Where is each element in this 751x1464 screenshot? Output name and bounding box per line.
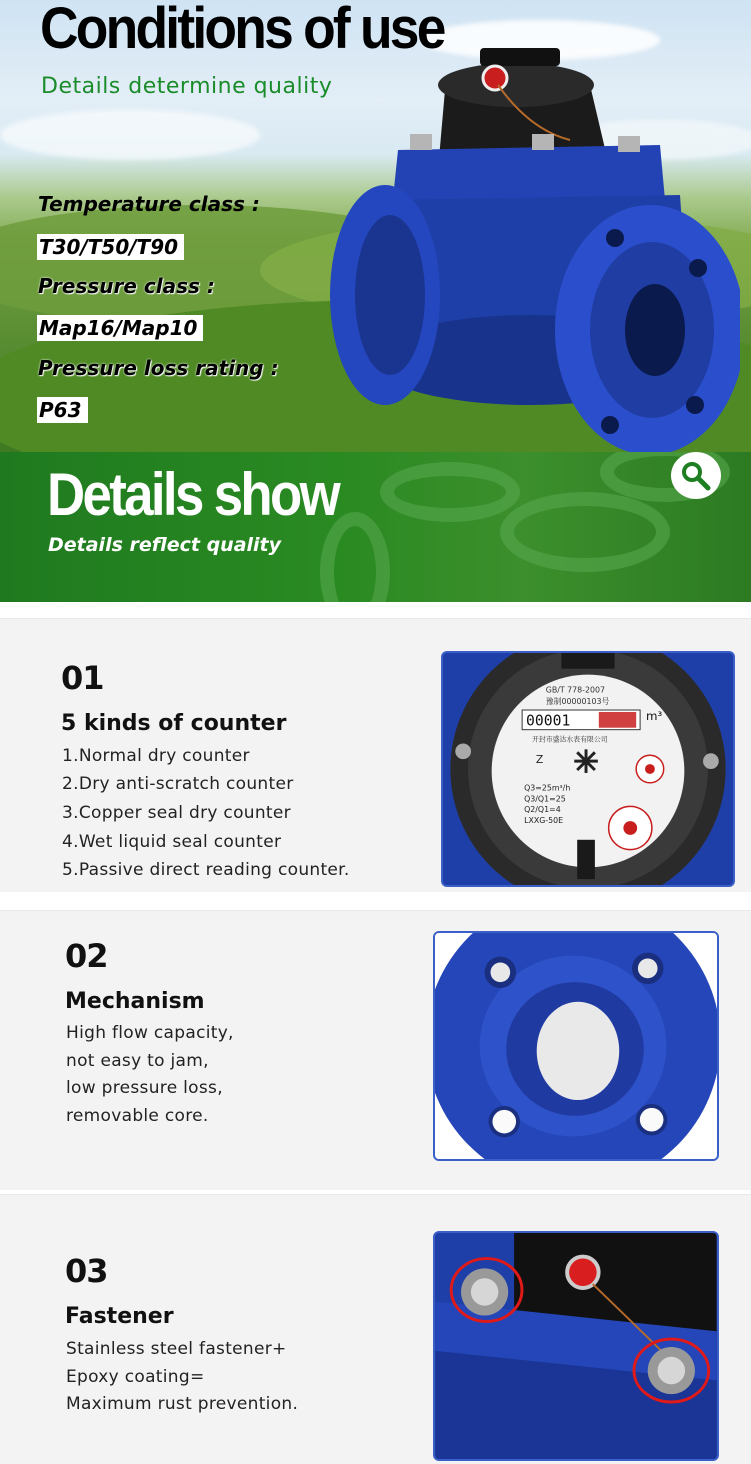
feature-line: 4.Wet liquid seal counter [62, 832, 282, 852]
dial-reading: 00001 [526, 712, 571, 730]
magnifier-icon[interactable] [671, 452, 721, 499]
feature-line: removable core. [66, 1106, 209, 1126]
water-meter-image [320, 30, 740, 452]
feature-number-text: 02 [65, 937, 108, 975]
details-banner [0, 452, 751, 602]
hero-title: Conditions of use [40, 0, 444, 61]
spec-label-pressure-loss: Pressure loss rating : [38, 356, 279, 380]
banner-title: Details show [47, 461, 339, 528]
feature-card-counter [0, 618, 751, 892]
dial-license: 豫制00000103号 [545, 697, 610, 707]
feature-title: 5 kinds of counter [61, 711, 287, 736]
hero-subtitle: Details determine quality [41, 74, 333, 99]
flange-photo [433, 931, 719, 1161]
feature-card-mechanism [0, 910, 751, 1190]
feature-number [65, 937, 108, 975]
feature-line: 2.Dry anti-scratch counter [62, 774, 294, 794]
background-pipe-decoration [500, 492, 670, 572]
feature-line: Stainless steel fastener+ [66, 1339, 287, 1359]
spec-label-temperature: Temperature class : [38, 192, 260, 216]
feature-line: not easy to jam, [66, 1051, 209, 1071]
feature-number-text: 03 [65, 1252, 108, 1290]
spec-value-temperature: T30/T50/T90 [37, 234, 184, 260]
svg-text:Z: Z [535, 753, 544, 767]
dial-q3: Q3=25m³/h [524, 783, 571, 793]
feature-title: Mechanism [65, 989, 205, 1014]
feature-card-fastener [0, 1194, 751, 1464]
feature-line: High flow capacity, [66, 1023, 234, 1043]
feature-line: 5.Passive direct reading counter. [62, 860, 350, 880]
spec-label-pressure: Pressure class : [38, 274, 215, 298]
banner-subtitle: Details reflect quality [48, 534, 282, 556]
cloud-decoration [0, 110, 260, 160]
dial-maker: 开封市盛达水表有限公司 [531, 735, 608, 744]
feature-line: 1.Normal dry counter [62, 746, 250, 766]
feature-line: 3.Copper seal dry counter [62, 803, 291, 823]
spec-value-pressure-loss: P63 [37, 397, 88, 423]
background-pipe-decoration [380, 462, 520, 522]
hero-section [0, 0, 751, 452]
dial-standard: GB/T 778-2007 [545, 685, 606, 695]
feature-line: Epoxy coating= [66, 1367, 205, 1387]
feature-number [61, 659, 104, 697]
dial-unit: m³ [646, 708, 663, 723]
feature-number [65, 1252, 108, 1290]
feature-number-text: 01 [61, 659, 104, 697]
dial-q3q1: Q3/Q1=25 [524, 794, 566, 804]
dial-model: LXXG-50E [524, 816, 564, 826]
fastener-photo [433, 1231, 719, 1461]
dial-q2q1: Q2/Q1=4 [524, 805, 561, 815]
counter-dial-photo [441, 651, 735, 887]
feature-line: Maximum rust prevention. [66, 1394, 299, 1414]
feature-title: Fastener [65, 1304, 174, 1329]
feature-line: low pressure loss, [66, 1078, 223, 1098]
spec-value-pressure: Map16/Map10 [37, 315, 203, 341]
